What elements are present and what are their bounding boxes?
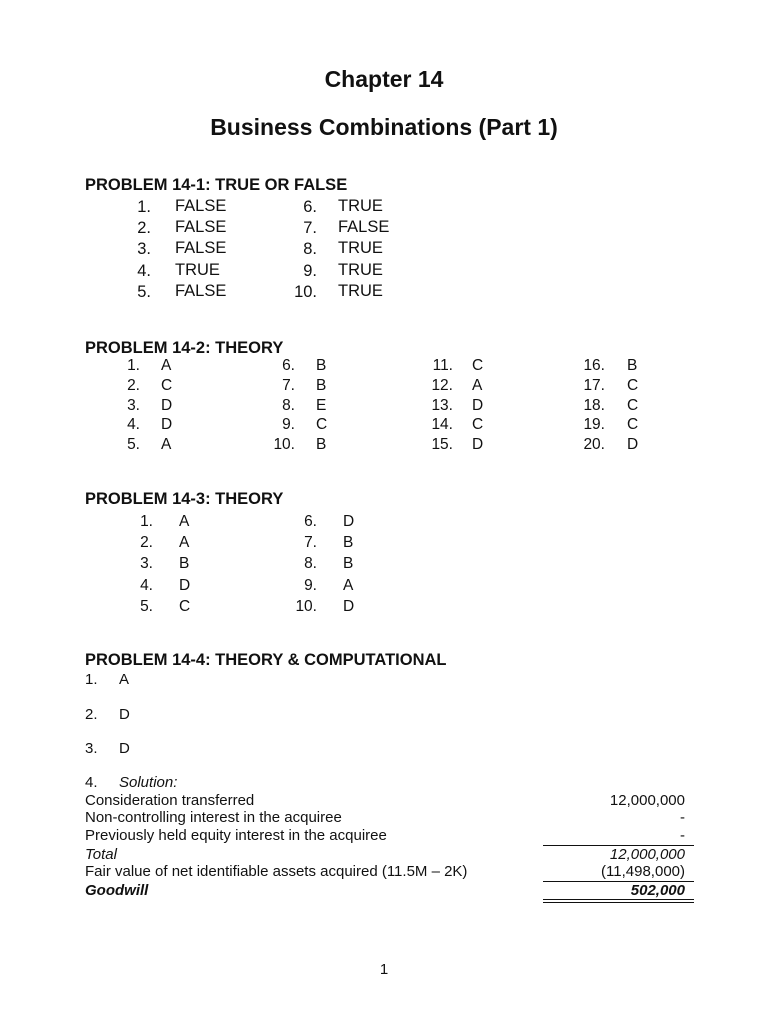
list-item-number: 1. bbox=[137, 198, 151, 216]
list-item-number: 15. bbox=[431, 436, 453, 453]
list-item-answer: B bbox=[316, 436, 327, 453]
solution-number: 4. bbox=[85, 774, 98, 791]
list-item-answer: A bbox=[161, 436, 172, 453]
list-item-number: 5. bbox=[140, 598, 153, 615]
list-item-answer: E bbox=[316, 397, 327, 414]
list-item-number: 17. bbox=[583, 377, 605, 394]
list-item-answer: D bbox=[343, 598, 355, 615]
row-value-fair-value: (11,498,000) bbox=[601, 863, 685, 880]
list-item-answer: D bbox=[472, 436, 484, 453]
list-item-answer: C bbox=[627, 397, 639, 414]
list-item-answer: A bbox=[472, 377, 483, 394]
list-item-answer: D bbox=[472, 397, 484, 414]
row-label-consideration: Consideration transferred bbox=[85, 792, 255, 809]
list-item-answer: A bbox=[343, 577, 354, 594]
list-item-number: 16. bbox=[583, 357, 605, 374]
list-item-number: 8. bbox=[303, 240, 317, 258]
list-item-answer: D bbox=[161, 416, 173, 433]
list-item-number: 6. bbox=[304, 513, 317, 530]
list-item-number: 12. bbox=[431, 377, 453, 394]
list-item-number: 10. bbox=[295, 598, 317, 615]
list-item-answer: TRUE bbox=[338, 261, 383, 279]
list-item-number: 2. bbox=[137, 219, 151, 237]
list-item-number: 10. bbox=[294, 283, 317, 301]
list-item-number: 4. bbox=[137, 262, 151, 280]
list-item-answer: D bbox=[179, 577, 191, 594]
list-item-number: 19. bbox=[583, 416, 605, 433]
list-item-number: 4. bbox=[127, 416, 140, 433]
list-item-answer: FALSE bbox=[175, 282, 227, 300]
list-item-number: 20. bbox=[583, 436, 605, 453]
list-item-answer: C bbox=[161, 377, 173, 394]
list-item-answer: A bbox=[179, 534, 190, 551]
row-label-goodwill: Goodwill bbox=[85, 882, 149, 899]
list-item-number: 5. bbox=[127, 436, 140, 453]
list-item-answer: A bbox=[119, 671, 130, 688]
list-item-number: 8. bbox=[304, 555, 317, 572]
problem-3-heading: PROBLEM 14-3: THEORY bbox=[85, 490, 284, 508]
list-item-number: 5. bbox=[137, 283, 151, 301]
list-item-answer: FALSE bbox=[175, 239, 227, 257]
list-item-answer: A bbox=[179, 513, 190, 530]
page-title: Business Combinations (Part 1) bbox=[210, 114, 558, 140]
list-item-number: 1. bbox=[140, 513, 153, 530]
list-item-answer: B bbox=[316, 377, 327, 394]
problem-1-heading: PROBLEM 14-1: TRUE OR FALSE bbox=[85, 176, 348, 194]
list-item-number: 3. bbox=[137, 240, 151, 258]
row-value-previously-held: - bbox=[680, 827, 685, 844]
list-item-answer: D bbox=[119, 706, 130, 723]
list-item-answer: A bbox=[161, 357, 172, 374]
double-rule-bottom bbox=[543, 902, 694, 903]
list-item-answer: B bbox=[316, 357, 327, 374]
list-item-number: 1. bbox=[85, 671, 98, 688]
list-item-answer: B bbox=[179, 555, 190, 572]
list-item-answer: C bbox=[627, 416, 639, 433]
list-item-number: 7. bbox=[303, 219, 317, 237]
list-item-answer: B bbox=[627, 357, 638, 374]
row-label-total: Total bbox=[85, 846, 117, 863]
row-label-fair-value: Fair value of net identifiable assets acquired (11.5M – 2K) bbox=[85, 863, 468, 880]
list-item-answer: FALSE bbox=[175, 197, 227, 215]
page-number: 1 bbox=[379, 961, 389, 978]
list-item-number: 2. bbox=[127, 377, 140, 394]
list-item-number: 7. bbox=[304, 534, 317, 551]
list-item-answer: B bbox=[343, 534, 354, 551]
row-value-total: 12,000,000 bbox=[609, 846, 685, 863]
list-item-number: 9. bbox=[282, 416, 295, 433]
list-item-answer: TRUE bbox=[175, 261, 220, 279]
list-item-answer: D bbox=[627, 436, 639, 453]
list-item-number: 9. bbox=[303, 262, 317, 280]
problem-2-heading: PROBLEM 14-2: THEORY bbox=[85, 339, 284, 357]
list-item-number: 6. bbox=[282, 357, 295, 374]
list-item-number: 11. bbox=[432, 357, 453, 374]
list-item-number: 3. bbox=[85, 740, 98, 757]
list-item-answer: TRUE bbox=[338, 239, 383, 257]
list-item-number: 18. bbox=[583, 397, 605, 414]
row-value-consideration: 12,000,000 bbox=[609, 792, 685, 809]
list-item-answer: FALSE bbox=[175, 218, 227, 236]
row-value-goodwill: 502,000 bbox=[630, 882, 685, 899]
list-item-number: 2. bbox=[140, 534, 153, 551]
list-item-number: 7. bbox=[282, 377, 295, 394]
list-item-number: 10. bbox=[273, 436, 295, 453]
chapter-heading: Chapter 14 bbox=[324, 66, 444, 92]
row-value-nci: - bbox=[680, 809, 685, 826]
list-item-number: 1. bbox=[127, 357, 140, 374]
list-item-number: 6. bbox=[303, 198, 317, 216]
row-label-nci: Non-controlling interest in the acquiree bbox=[85, 809, 342, 826]
list-item-answer: C bbox=[627, 377, 639, 394]
list-item-answer: D bbox=[161, 397, 173, 414]
list-item-number: 2. bbox=[85, 706, 98, 723]
list-item-answer: D bbox=[343, 513, 355, 530]
list-item-number: 3. bbox=[127, 397, 140, 414]
list-item-answer: C bbox=[472, 416, 484, 433]
list-item-number: 8. bbox=[282, 397, 295, 414]
double-rule-top bbox=[543, 899, 694, 900]
list-item-answer: C bbox=[472, 357, 484, 374]
list-item-answer: B bbox=[343, 555, 354, 572]
list-item-number: 13. bbox=[431, 397, 453, 414]
list-item-answer: TRUE bbox=[338, 197, 383, 215]
list-item-answer: D bbox=[119, 740, 130, 757]
list-item-answer: FALSE bbox=[338, 218, 390, 236]
problem-4-heading: PROBLEM 14-4: THEORY & COMPUTATIONAL bbox=[85, 651, 447, 669]
list-item-number: 3. bbox=[140, 555, 153, 572]
list-item-number: 9. bbox=[304, 577, 317, 594]
list-item-answer: C bbox=[316, 416, 328, 433]
list-item-answer: TRUE bbox=[338, 282, 383, 300]
list-item-answer: C bbox=[179, 598, 191, 615]
list-item-number: 14. bbox=[431, 416, 453, 433]
list-item-number: 4. bbox=[140, 577, 153, 594]
solution-label: Solution: bbox=[119, 774, 178, 791]
row-label-previously-held: Previously held equity interest in the acquiree bbox=[85, 827, 387, 844]
